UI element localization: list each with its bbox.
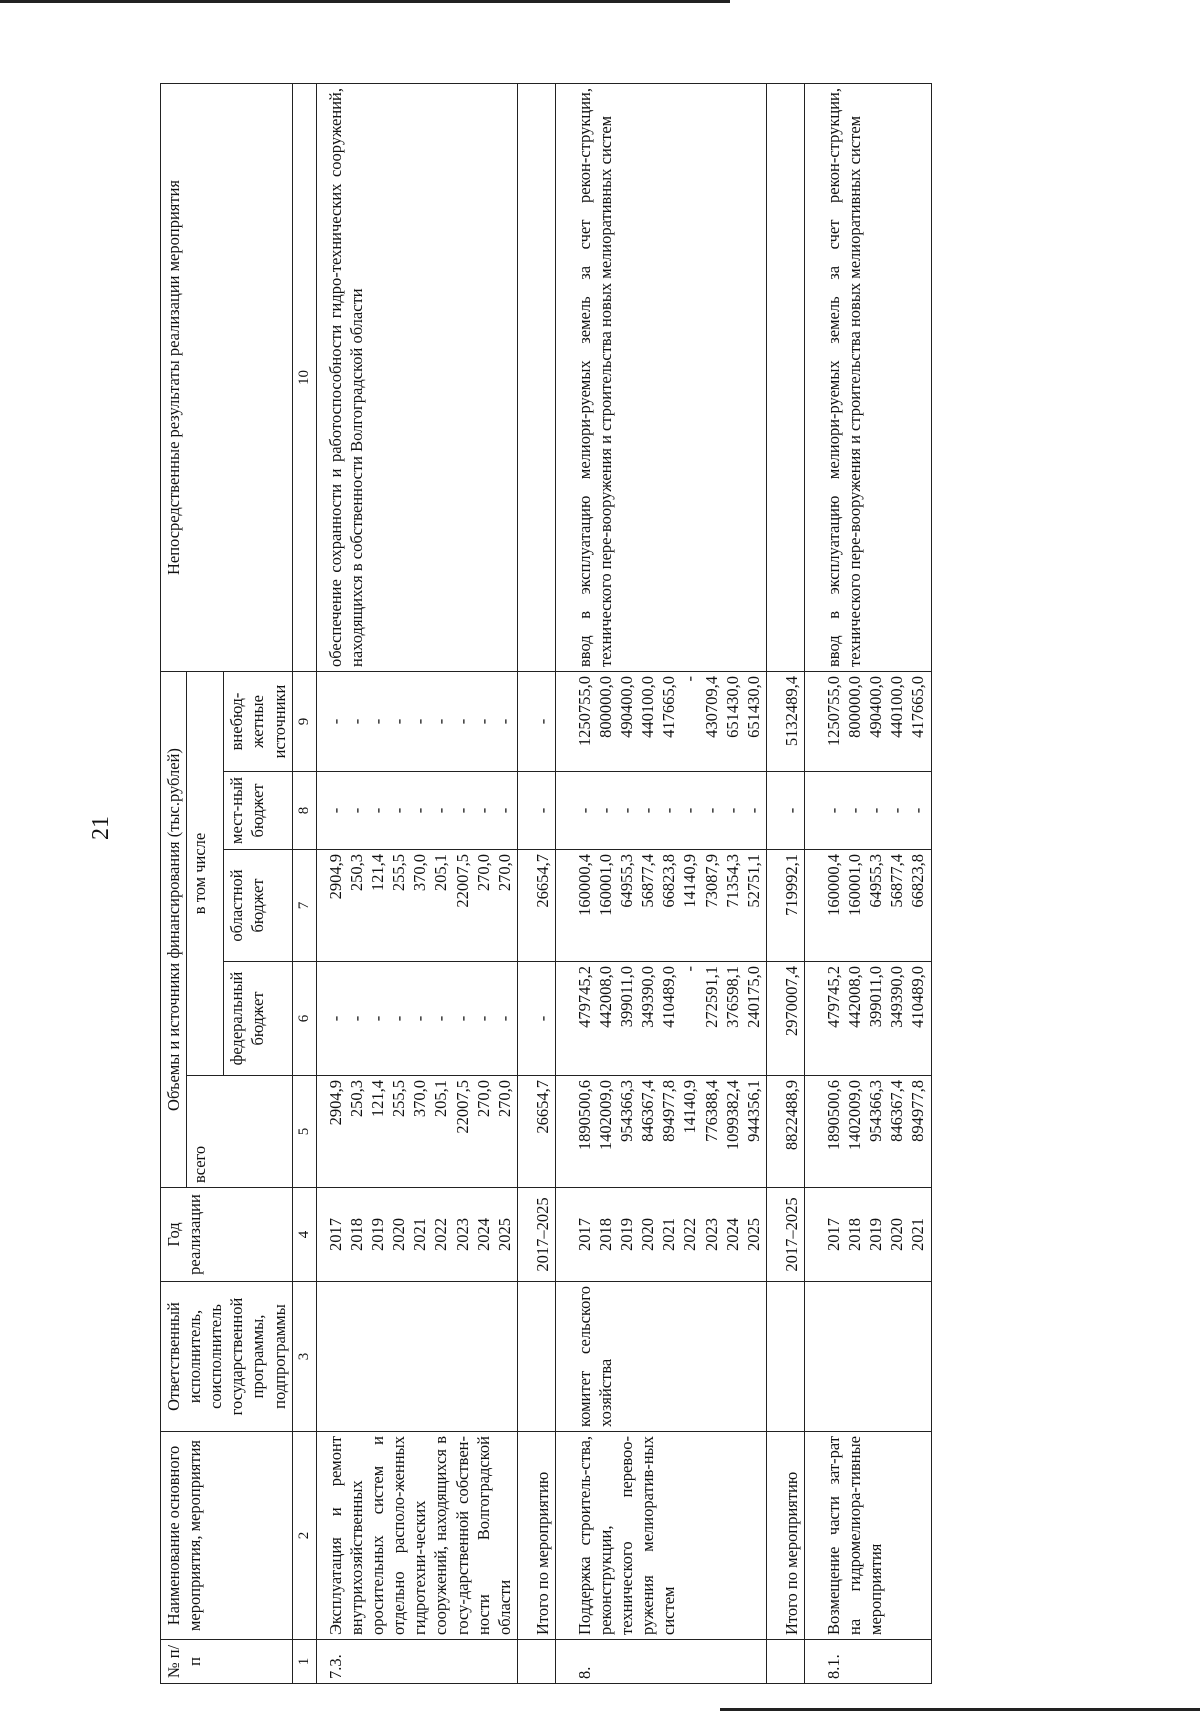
row-years: 2017 2018 2019 2020 2021 2022 2023 2024 2025	[555, 1188, 766, 1282]
page-number: 21	[88, 816, 114, 840]
header-federal: федеральный бюджет	[224, 962, 292, 1076]
row-total: 2904,9 250,3 121,4 255,5 370,0 205,1 22007,5 270,0 270,0	[316, 1076, 517, 1188]
header-name: Наименование основного мероприятия, мероприятия	[161, 1432, 293, 1640]
header-including: в том числе	[187, 672, 224, 1076]
row-offbudget: 1250755,0 800000,0 490400,0 440100,0 417665,0	[805, 672, 932, 772]
row-name: Эксплуатация и ремонт внутрихозяйственных оросительных систем и отдельно располо-женных гидротехни-ческих сооружений, находящихся в госу-дарственной собствен-ности Волгоградской области	[316, 1432, 517, 1640]
row-total: 8822488,9	[766, 1076, 804, 1188]
col-number: 6	[292, 962, 316, 1076]
row-local: - - - - -	[805, 772, 932, 850]
table-row	[555, 84, 766, 1684]
table-row-total	[517, 84, 555, 1684]
table-row	[805, 84, 932, 1684]
col-number: 1	[292, 1640, 316, 1684]
row-regional: 160000,4 160001,0 64955,3 56877,4 66823,8	[805, 850, 932, 962]
row-result	[517, 84, 555, 672]
col-number: 2	[292, 1432, 316, 1640]
row-name: Итого по мероприятию	[517, 1432, 555, 1640]
row-federal: 2970007,4	[766, 962, 804, 1076]
row-years: 2017 2018 2019 2020 2021	[805, 1188, 932, 1282]
row-regional: 160000,4 160001,0 64955,3 56877,4 66823,8 14140,9 73087,9 71354,3 52751,1	[555, 850, 766, 962]
row-regional: 719992,1	[766, 850, 804, 962]
row-years: 2017–2025	[766, 1188, 804, 1282]
header-num: № п/п	[161, 1640, 293, 1684]
row-offbudget: 5132489,4	[766, 672, 804, 772]
row-executor	[517, 1282, 555, 1432]
row-federal: -	[517, 962, 555, 1076]
row-result: обеспечение сохранности и работоспособности гидро-технических сооружений, находящихся в собственности Волгоградской области	[316, 84, 517, 672]
row-result: ввод в эксплуатацию мелиори-руемых земель за счет рекон-струкции, технического пере-вооружения и строительства новых мелиоративных систем	[805, 84, 932, 672]
header-local: мест-ный бюджет	[224, 772, 292, 850]
header-executor: Ответственный исполнитель, соисполнитель государственной программы, подпрограммы	[161, 1282, 293, 1432]
row-num: 8.1.	[805, 1640, 932, 1684]
row-total: 1890500,6 1402009,0 954366,3 846367,4 894977,8	[805, 1076, 932, 1188]
row-years: 2017–2025	[517, 1188, 555, 1282]
col-number: 3	[292, 1282, 316, 1432]
row-years: 2017 2018 2019 2020 2021 2022 2023 2024 2025	[316, 1188, 517, 1282]
row-total: 26654,7	[517, 1076, 555, 1188]
funding-table	[160, 83, 932, 1684]
row-num: 8.	[555, 1640, 766, 1684]
row-federal: 479745,2 442008,0 399011,0 349390,0 410489,0	[805, 962, 932, 1076]
row-executor: комитет сельского хозяйства	[555, 1282, 766, 1432]
row-local: -	[517, 772, 555, 850]
row-offbudget: - - - - - - - - -	[316, 672, 517, 772]
row-executor	[766, 1282, 804, 1432]
col-number: 10	[292, 84, 316, 672]
table-row	[316, 84, 517, 1684]
row-result	[766, 84, 804, 672]
header-regional: областной бюджет	[224, 850, 292, 962]
row-regional: 2904,9 250,3 121,4 255,5 370,0 205,1 22007,5 270,0 270,0	[316, 850, 517, 962]
header-offbudget: внебюд-жетные источники	[224, 672, 292, 772]
row-federal: - - - - - - - - -	[316, 962, 517, 1076]
row-executor	[805, 1282, 932, 1432]
col-number: 9	[292, 672, 316, 772]
row-result: ввод в эксплуатацию мелиори-руемых земель за счет рекон-струкции, технического пере-вооружения и строительства новых мелиоративных систем	[555, 84, 766, 672]
col-number: 8	[292, 772, 316, 850]
rotated-table-sheet	[160, 84, 1170, 1684]
row-offbudget: -	[517, 672, 555, 772]
header-results: Непосредственные результаты реализации мероприятия	[161, 84, 293, 672]
row-executor	[316, 1282, 517, 1432]
col-number: 5	[292, 1076, 316, 1188]
bottom-scan-rule	[720, 1708, 1200, 1711]
row-regional: 26654,7	[517, 850, 555, 962]
row-local: - - - - - - - - -	[316, 772, 517, 850]
col-number: 4	[292, 1188, 316, 1282]
header-total: всего	[187, 1076, 293, 1188]
row-total: 1890500,6 1402009,0 954366,3 846367,4 894977,8 14140,9 776388,4 1099382,4 944356,1	[555, 1076, 766, 1188]
row-federal: 479745,2 442008,0 399011,0 349390,0 410489,0 - 272591,1 376598,1 240175,0	[555, 962, 766, 1076]
row-name: Итого по мероприятию	[766, 1432, 804, 1640]
row-num	[766, 1640, 804, 1684]
col-number: 7	[292, 850, 316, 962]
row-local: -	[766, 772, 804, 850]
row-name: Возмещение части зат-рат на гидромелиора-тивные мероприятия	[805, 1432, 932, 1640]
row-num	[517, 1640, 555, 1684]
top-scan-rule	[0, 0, 730, 3]
row-num: 7.3.	[316, 1640, 517, 1684]
table-row-total	[766, 84, 804, 1684]
header-funding-group: Объемы и источники финансирования (тыс.рублей)	[161, 672, 187, 1188]
header-year: Год реализации	[161, 1188, 293, 1282]
row-name: Поддержка строитель-ства, реконструкции, технического перевоо-ружения мелиоратив-ных систем	[555, 1432, 766, 1640]
row-local: - - - - - - - - -	[555, 772, 766, 850]
row-offbudget: 1250755,0 800000,0 490400,0 440100,0 417665,0 - 430709,4 651430,0 651430,0	[555, 672, 766, 772]
